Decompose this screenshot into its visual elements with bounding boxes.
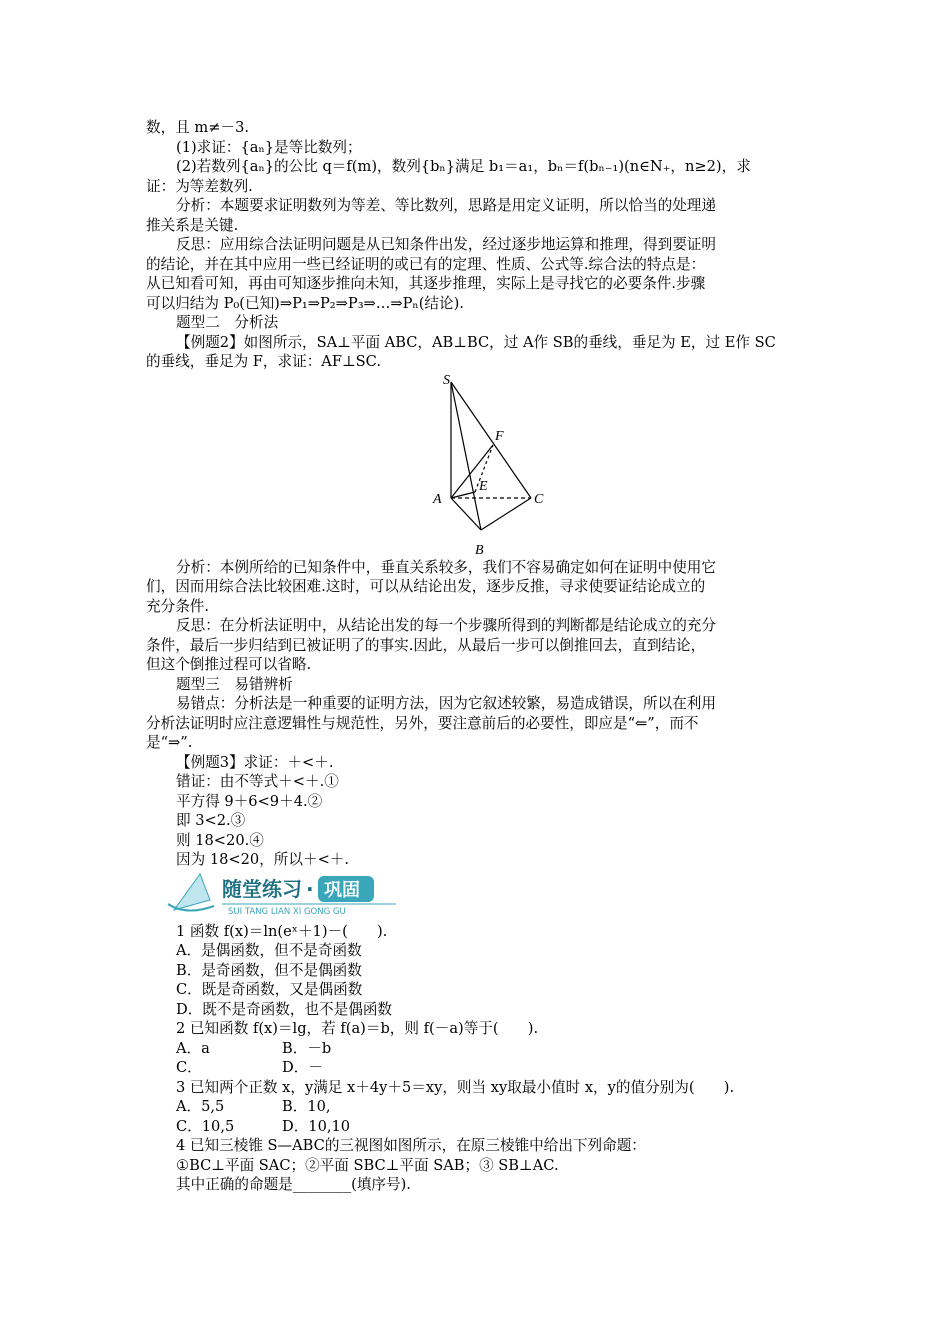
pyramid-figure [146,372,810,558]
option-row [146,1058,810,1078]
option: D．－ [282,1059,323,1076]
option-row [146,1117,810,1137]
text-line: 分析法证明时应注意逻辑性与规范性，另外，要注意前后的必要性，即应是“⇐”，而不 [146,714,699,732]
text-line: 们，因而用综合法比较困难.这时，可以从结论出发，逐步反推，寻求使要证结论成立的 [146,578,706,595]
question-2: 2 已知函数 f(x)＝lg，若 f(a)＝b，则 f(－a)等于( ). [176,1020,539,1037]
option: B．10, [282,1098,331,1115]
option: A．a [176,1039,210,1057]
banner-dot: · [306,876,314,901]
text-line: ①BC⊥平面 SAC；②平面 SBC⊥平面 SAB；③ SB⊥AC. [176,1156,559,1174]
text-line: 易错点：分析法是一种重要的证明方法，因为它叙述较繁，易造成错误，所以在利用 [176,695,716,712]
option: C．10,5 [176,1117,235,1135]
option: D．10,10 [282,1117,351,1135]
question-3: 3 已知两个正数 x，y满足 x＋4y＋5＝xy，则当 xy取最小值时 x，y的值分别为( ). [176,1078,735,1096]
text-line: (1)求证：{aₙ}是等比数列； [176,138,362,156]
label-F: F [495,428,504,444]
label-E: E [479,478,488,494]
option: C． [176,1059,202,1076]
text-line: 的结论，并在其中应用一些已经证明的或已有的定理、性质、公式等.综合法的特点是： [146,255,706,273]
text-line: (2)若数列{aₙ}的公比 q＝f(m)，数列{bₙ}满足 b₁＝a₁，bₙ＝f(bₙ₋₁)(n∈N₊，n≥2)，求 [176,158,751,175]
banner-title: 随堂练习 [222,876,302,901]
option-row [146,1039,810,1059]
option: B．是奇函数，但不是偶函数 [176,961,362,979]
text-line: 证：为等差数列. [146,177,253,195]
option: B．－b [282,1039,332,1057]
option: C．既是奇函数，又是偶函数 [176,981,363,998]
text-line: 反思：应用综合法证明问题是从已知条件出发，经过逐步地运算和推理，得到要证明 [176,236,716,253]
section-heading: 题型二 分析法 [176,314,279,331]
question-1: 1 函数 f(x)＝ln(eˣ＋1)－( ). [176,922,388,940]
label-B: B [475,542,484,558]
banner-graphic [166,870,426,922]
option: A．5,5 [176,1098,225,1115]
option: A．是偶函数，但不是奇函数 [176,942,362,959]
option-row [146,1097,810,1117]
text-line: 则 18<20.④ [176,831,264,849]
text-line: 分析：本题要求证明数列为等差、等比数列，思路是用定义证明，所以恰当的处理递 [176,197,716,214]
text-line: 分析：本例所给的已知条件中，垂直关系较多，我们不容易确定如何在证明中使用它 [176,558,716,576]
text-line: 充分条件. [146,597,210,615]
text-line: 但这个倒推过程可以省略. [146,656,312,673]
practice-banner [166,870,810,922]
question-4: 4 已知三棱锥 S—ABC的三视图如图所示，在原三棱锥中给出下列命题： [176,1137,646,1154]
text-line: 推关系是关键. [146,216,239,234]
pyramid-diagram [429,372,569,558]
text-line: 【例题3】求证：＋<＋. [176,753,334,771]
text-line: 错证：由不等式＋<＋.① [176,773,339,790]
text-line: 可以归结为 P₀(已知)⇒P₁⇒P₂⇒P₃⇒…⇒Pₙ(结论). [146,294,464,312]
label-A: A [433,491,442,507]
option: D．既不是奇函数，也不是偶函数 [176,1000,393,1018]
text-line: 是“⇒”. [146,734,193,751]
document-page [146,118,810,1195]
text-line: 数，且 m≠－3. [146,119,250,136]
text-line: 从已知看可知，再由可知逐步推向未知，其逐步推理，实际上是寻找它的必要条件.步骤 [146,275,706,292]
edge-BC [481,498,531,530]
text-line: 反思：在分析法证明中，从结论出发的每一个步骤所得到的判断都是结论成立的充分 [176,617,716,634]
text-line: 【例题2】如图所示，SA⊥平面 ABC，AB⊥BC，过 A作 SB的垂线，垂足为 E，过 E作 SC [176,333,776,351]
text-line: 条件，最后一步归结到已被证明了的事实.因此，从最后一步可以倒推回去，直到结论， [146,636,706,654]
text-line: 平方得 9＋6<9＋4.② [176,792,323,810]
text-line: 的垂线，垂足为 F，求证：AF⊥SC. [146,353,381,370]
sail-icon [174,874,210,910]
section-heading: 题型三 易错辨析 [176,675,293,693]
label-S: S [443,372,450,388]
text-line: 其中正确的命题是________(填序号). [176,1176,411,1193]
banner-tag: 巩固 [324,879,360,901]
edge-AB [451,498,481,530]
text-line: 因为 18<20，所以＋<＋. [176,851,350,868]
label-C: C [534,491,544,507]
banner-subtitle: SUI TANG LIAN XI GONG GU [228,906,346,917]
text-line: 即 3<2.③ [176,812,246,829]
